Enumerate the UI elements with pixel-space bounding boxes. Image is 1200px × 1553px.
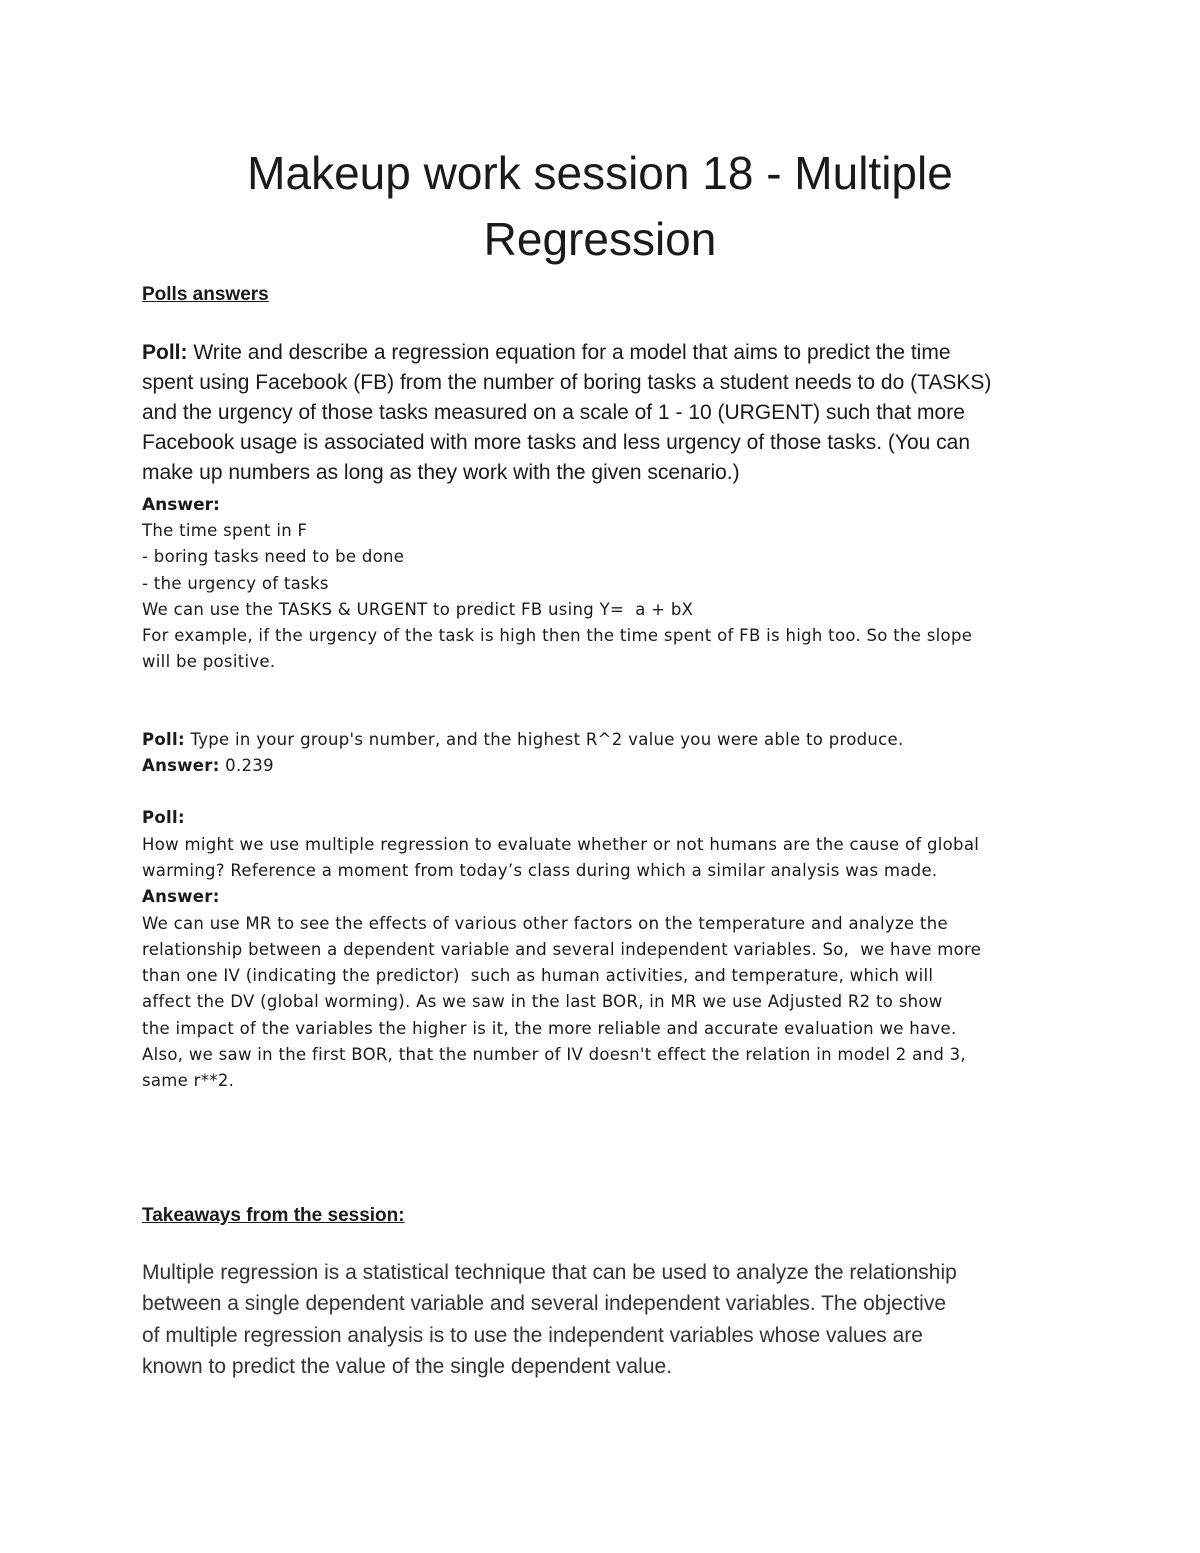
poll-1-question-line-3: and the urgency of those tasks measured on a scale of 1 - 10 (URGENT) such that more — [142, 401, 965, 424]
poll-3-answer-line: the impact of the variables the higher is it, the more reliable and accurate evaluation we have. — [142, 1018, 957, 1038]
poll-3 — [142, 805, 1062, 1094]
poll-1-question-line-4: Facebook usage is associated with more tasks and less urgency of those tasks. (You can — [142, 431, 971, 454]
poll-2-answer: 0.239 — [219, 756, 274, 776]
document-page — [142, 140, 1062, 1383]
takeaway-line: between a single dependent variable and several independent variables. The objective — [142, 1292, 947, 1316]
poll-2-question: Type in your group's number, and the highest R^2 value you were able to produce. — [184, 729, 904, 749]
takeaway-line: of multiple regression analysis is to use the independent variables whose values are — [142, 1323, 923, 1347]
document-title — [142, 140, 1058, 272]
poll-1-answer-line: The time spent in F — [142, 521, 308, 540]
poll-1-answer — [142, 518, 1062, 676]
poll-3-answer-line: affect the DV (global worming). As we saw in the last BOR, in MR we use Adjusted R2 to show — [142, 992, 943, 1012]
poll-1-answer-line: - boring tasks need to be done — [142, 547, 405, 567]
title-line-1: Makeup work session 18 - Multiple — [247, 147, 953, 199]
poll-1-answer-line: For example, if the urgency of the task is high then the time spent of FB is high too. So the slope — [142, 626, 973, 646]
poll-1-answer-line: - the urgency of tasks — [142, 573, 329, 593]
poll-3-question-line-2: warming? Reference a moment from today’s class during which a similar analysis was made. — [142, 860, 938, 880]
poll-2 — [142, 727, 1062, 780]
poll-2-label: Poll: — [142, 729, 185, 749]
takeaway-line: Multiple regression is a statistical technique that can be used to analyze the relationship — [142, 1260, 957, 1284]
poll-3-answer-line: than one IV (indicating the predictor) such as human activities, and temperature, which will — [142, 966, 934, 986]
poll-3-answer-line: Also, we saw in the first BOR, that the number of IV doesn't effect the relation in model 2 and 3, — [142, 1045, 966, 1065]
takeaways-heading: Takeaways from the session: — [142, 1204, 405, 1226]
polls-answers-heading: Polls answers — [142, 284, 269, 305]
poll-1-question — [142, 338, 1062, 488]
poll-3-answer-line: same r**2. — [142, 1071, 235, 1091]
poll-1-answer-label: Answer: — [142, 495, 220, 515]
poll-2-answer-label: Answer: — [142, 756, 220, 776]
poll-3-question-line-1: How might we use multiple regression to evaluate whether or not humans are the cause of global — [142, 834, 980, 854]
poll-3-answer-line: We can use MR to see the effects of various other factors on the temperature and analyze the — [142, 913, 948, 933]
title-line-2: Regression — [483, 213, 717, 265]
poll-3-answer-label: Answer: — [142, 887, 220, 907]
takeaways-paragraph — [142, 1257, 1062, 1383]
poll-3-label: Poll: — [142, 808, 185, 828]
poll-1-label: Poll: — [142, 341, 188, 364]
poll-3-answer-line: relationship between a dependent variable and several independent variables. So, we have more — [142, 939, 982, 959]
poll-1-question-line-2: spent using Facebook (FB) from the number of boring tasks a student needs to do (TASKS) — [142, 371, 992, 394]
takeaway-line: known to predict the value of the single dependent value. — [142, 1355, 673, 1379]
poll-1-answer-line: We can use the TASKS & URGENT to predict FB using Y= a + bX — [142, 599, 694, 619]
poll-1-question-line-1: Write and describe a regression equation for a model that aims to predict the time — [187, 341, 951, 364]
poll-1-answer-line: will be positive. — [142, 652, 276, 672]
poll-1-question-line-5: make up numbers as long as they work with the given scenario.) — [142, 461, 740, 484]
